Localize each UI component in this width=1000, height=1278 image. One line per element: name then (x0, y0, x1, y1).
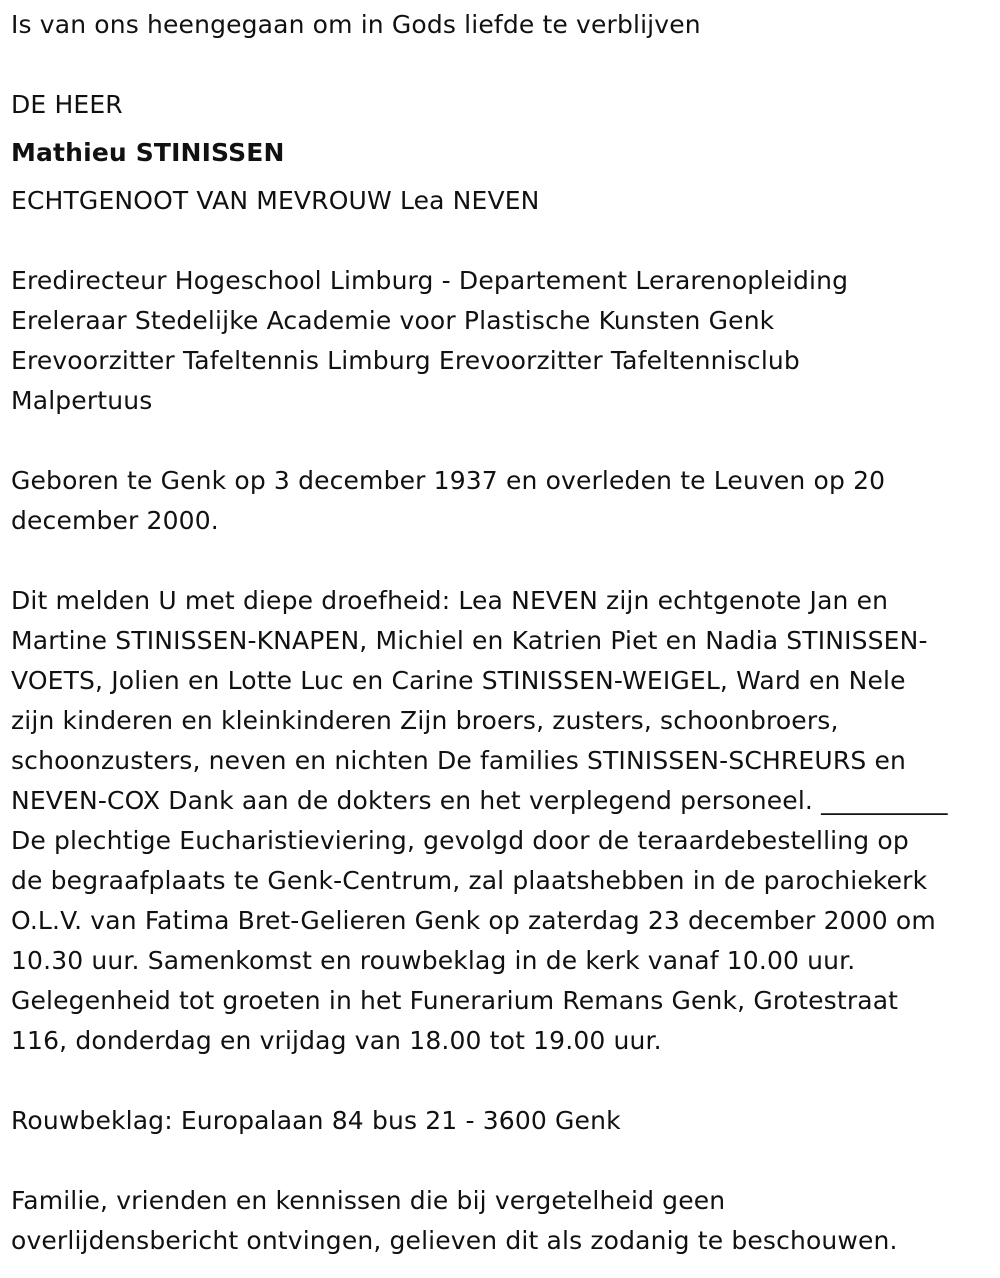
announcement-line: Gelegenheid tot groeten in het Funerarium Remans Genk, Grotestraat (11, 986, 899, 1015)
announcement-line: 10.30 uur. Samenkomst en rouwbeklag in de kerk vanaf 10.00 uur. (11, 946, 856, 975)
deceased-name: Mathieu STINISSEN (11, 138, 285, 167)
announcement-line: de begraafplaats te Genk-Centrum, zal plaatshebben in de parochiekerk (11, 866, 928, 895)
announcement-line: NEVEN-COX Dank aan de dokters en het verplegend personeel. __________ (11, 786, 948, 815)
announcement-line: VOETS, Jolien en Lotte Luc en Carine STINISSEN-WEIGEL, Ward en Nele (11, 666, 906, 695)
announcement-line: De plechtige Eucharistieviering, gevolgd door de teraardebestelling op (11, 826, 909, 855)
announcement-line: O.L.V. van Fatima Bret-Gelieren Genk op zaterdag 23 december 2000 om (11, 906, 936, 935)
announcement-line: 116, donderdag en vrijdag van 18.00 tot 19.00 uur. (11, 1026, 662, 1055)
spouse-line: ECHTGENOOT VAN MEVROUW Lea NEVEN (11, 186, 540, 215)
honor-line: Eredirecteur Hogeschool Limburg - Departement Lerarenopleiding (11, 266, 849, 295)
announcement-line: Martine STINISSEN-KNAPEN, Michiel en Katrien Piet en Nadia STINISSEN- (11, 626, 928, 655)
honor-line: Malpertuus (11, 386, 153, 415)
closing-line: overlijdensbericht ontvingen, gelieven dit als zodanig te beschouwen. (11, 1226, 898, 1255)
condolence-address: Rouwbeklag: Europalaan 84 bus 21 - 3600 Genk (11, 1106, 621, 1135)
announcement-line: Dit melden U met diepe droefheid: Lea NEVEN zijn echtgenote Jan en (11, 586, 889, 615)
announcement-line: schoonzusters, neven en nichten De families STINISSEN-SCHREURS en (11, 746, 906, 775)
closing-line: Familie, vrienden en kennissen die bij vergetelheid geen (11, 1186, 726, 1215)
birth-death-line: Geboren te Genk op 3 december 1937 en overleden te Leuven op 20 (11, 466, 886, 495)
intro-text: Is van ons heengegaan om in Gods liefde te verblijven (11, 10, 701, 39)
honor-line: Ereleraar Stedelijke Academie voor Plastische Kunsten Genk (11, 306, 775, 335)
birth-death-line: december 2000. (11, 506, 219, 535)
title-prefix: DE HEER (11, 90, 123, 119)
honor-line: Erevoorzitter Tafeltennis Limburg Erevoorzitter Tafeltennisclub (11, 346, 800, 375)
announcement-line: zijn kinderen en kleinkinderen Zijn broers, zusters, schoonbroers, (11, 706, 839, 735)
